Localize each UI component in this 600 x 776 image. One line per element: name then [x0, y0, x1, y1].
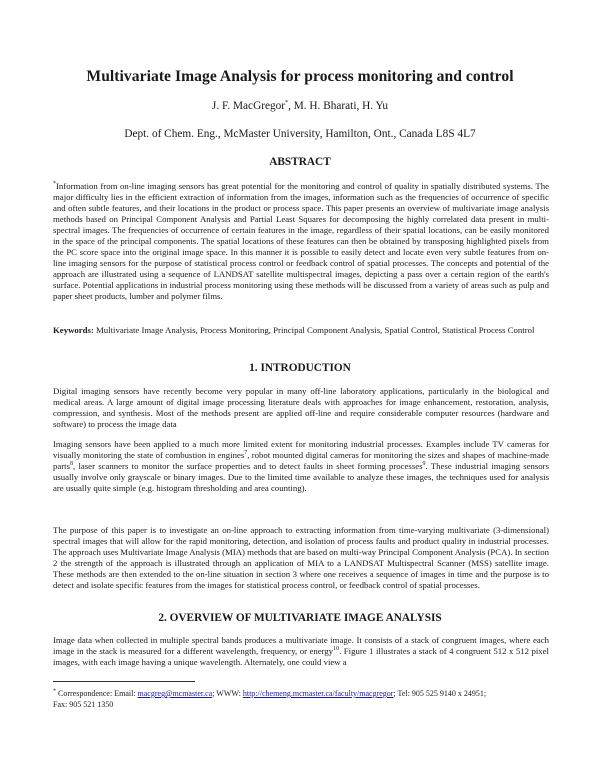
abstract-text: *Information from on-line imaging sensors has great potential for the monitoring and control of quality in spatially distributed systems. The major difficulty lies in the efficient extraction of information from the images, information such as the frequencies of occurrence of specific and often subtle features, and their locations in the product or process space. This paper presents an overview of multivariate image analysis methods based on Principal Component Analysis and Partial Least Squares for decomposing the highly correlated data present in multi-spectral images. The frequencies of occurrence of certain features in the image, regardless of their spatial locations, can be easily monitored in the space of the principal components. The spatial locations of these features can then be obtained by transposing highlighted pixels from the PC score space into the original image space. In this manner it is possible to easily detect and locate even very subtle features from on-line imaging sensors for the purpose of statistical process control or feedback control of spatial processes. The concepts and potential of the approach are illustrated using a sequence of LANDSAT satellite multispectral images, depicting a pass over a certain region of the earth's surface. Potential applications in industrial process monitoring using these methods will be discussed from a variety of areas such as pulp and paper sheet products, lumber and polymer films.: [53, 181, 549, 301]
overview-paragraph-1: Image data when collected in multiple spectral bands produces a multivariate image. It consists of a stack of congruent images, where each image in the stack is measured for a different wavelength, frequency, or energy$^{10}$. Figure 1 illustrates a stack of 4 congruent 512 x 512 pixel images, with each image having a unique wavelength. Alternately, one could view a: [53, 635, 549, 667]
reference-7: 7: [244, 450, 248, 457]
keywords-text: Multivariate Image Analysis, Process Monitoring, Principal Component Analysis, Spatial Control, Statistical Process Control: [93, 325, 535, 335]
footnote-separator: [53, 681, 195, 682]
abstract-mark: *: [53, 181, 56, 188]
reference-9: 9: [422, 461, 426, 468]
footnote-mark: *: [53, 688, 56, 695]
keywords-label: Keywords:: [53, 325, 94, 335]
corresponding-author-mark: *: [285, 100, 289, 107]
reference-10: 10: [333, 646, 340, 653]
keywords: [53, 325, 549, 336]
intro-paragraph-1: Digital imaging sensors have recently become very popular in many off-line laboratory applications, particularly in the biological and medical areas. A large amount of digital image processing literature deals with approaches for image enhancement, restoration, analysis, compression, and synthesis. Most of the methods present are applied off-line and require considerable computer resources (hardware and software) to process the image data: [53, 386, 549, 429]
author-coauthors: , M. H. Bharati, H. Yu: [288, 100, 389, 112]
correspondence-footnote: * Correspondence: Email: macgreg@mcmaster.ca; WWW: http://chemeng.mcmaster.ca/faculty/macgregor; Tel: 905 525 9140 x 24951; Fax: 905 521 1350: [53, 688, 487, 709]
abstract-heading: ABSTRACT: [269, 156, 331, 168]
section-1-heading: 1. INTRODUCTION: [249, 362, 351, 374]
reference-8: 8: [70, 461, 74, 468]
fax-number: Fax: 905 521 1350: [53, 700, 114, 709]
paper-title: Multivariate Image Analysis for process monitoring and control: [86, 68, 514, 85]
homepage-link[interactable]: http://chemeng.mcmaster.ca/faculty/macgregor: [242, 689, 394, 698]
affiliation: Dept. of Chem. Eng., McMaster University, Hamilton, Ont., Canada L8S 4L7: [124, 128, 476, 140]
email-link[interactable]: macgreg@mcmaster.ca: [137, 689, 213, 698]
author-macgregor: J. F. MacGregor: [211, 100, 286, 112]
author-list: [0, 100, 600, 112]
intro-paragraph-2: Imaging sensors have been applied to a much more limited extent for monitoring industrial processes. Examples include TV cameras for visually monitoring the state of combustion in engines$^7$, robot mounted digital cameras for monitoring the sizes and shapes of machine-made parts$^8$, laser scanners to monitor the surface properties and to detect faults in sheet forming processes$^9$. These industrial imaging sensors usually involve only grayscale or binary images. Due to the limited time available to analyze these images, the techniques used for analysis are usually quite simple (e.g. histogram thresholding and area counting).: [53, 439, 549, 493]
section-2-heading: 2. OVERVIEW OF MULTIVARIATE IMAGE ANALYSIS: [158, 612, 442, 624]
intro-paragraph-3: The purpose of this paper is to investigate an on-line approach to extracting information from time-varying multivariate (3-dimensional) spectral images that will allow for the rapid monitoring, detection, and isolation of process faults and product quality in industrial processes. The approach uses Multivariate Image Analysis (MIA) methods that are based on multi-way Principal Component Analysis (PCA). In section 2 the strength of the approach is illustrated through an application of MIA to a LANDSAT Multispectral Scanner (MSS) satellite image. These methods are then extended to the on-line situation in section 3 where one receives a sequence of images in time and the purpose is to detect and isolate specific features from the images for statistical process control, or feedback control of spatial processes.: [53, 525, 549, 590]
